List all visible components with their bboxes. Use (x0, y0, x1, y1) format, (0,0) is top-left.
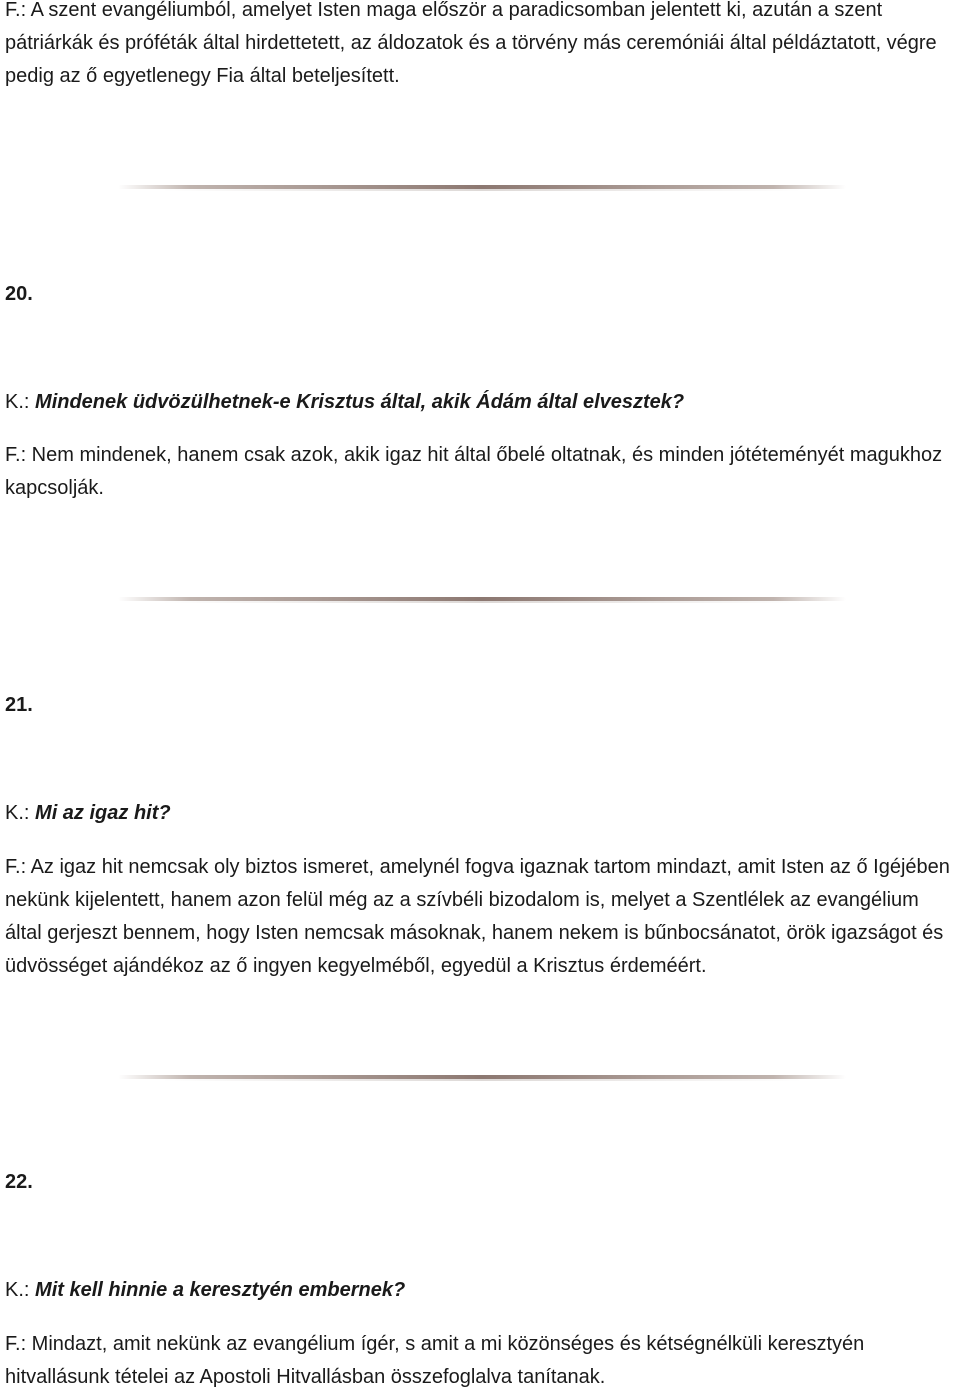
question-separator: : (23, 391, 36, 413)
section-divider (118, 1075, 846, 1079)
answer (5, 851, 950, 983)
question-number: 22. (5, 1171, 33, 1193)
question-label: K. (5, 1279, 24, 1301)
answer-label: F. (5, 444, 21, 466)
answer (5, 1328, 950, 1394)
intro-answer (5, 0, 950, 93)
answer-text: : Az igaz hit nemcsak oly biztos ismeret, amelynél fogva igaznak tartom mindazt, amit Isten az ő Igéjében nekünk kijelentett, hanem azon felül még az a szívbéli bizodalom is, melyet a Szentlélek az evangélium által gerjeszt bennem, hogy Isten nemcsak másoknak, hanem nekem is bűnbocsánatot, örök igazságot és üdvösséget ajándékoz az ő ingyen kegyelméből, egyedül a Krisztus érdeméért. (5, 856, 950, 977)
answer-label: F. (5, 0, 21, 21)
answer-text: : A szent evangéliumból, amelyet Isten maga először a paradicsomban jelentett ki, azután a szent pátriárkák és próféták által hirdettetett, az áldozatok és a törvény más ceremóniái által példáztatott, végre pedig az ő egyetlenegy Fia által beteljesített. (5, 0, 937, 87)
answer-label: F. (5, 1333, 21, 1355)
question-text: Mindenek üdvözülhetnek-e Krisztus által, akik Ádám által elvesztek? (35, 391, 685, 413)
answer-text: : Mindazt, amit nekünk az evangélium ígér, s amit a mi közönséges és kétségnélküli keresztyén hitvallásunk tételei az Apostoli Hitvallásban összefoglalva tanítanak. (5, 1333, 865, 1388)
question-number: 21. (5, 694, 33, 716)
section-divider (118, 185, 846, 189)
answer-text: : Nem mindenek, hanem csak azok, akik igaz hit által őbelé oltatnak, és minden jótéteményét magukhoz kapcsolják. (5, 444, 943, 499)
question (5, 386, 950, 419)
answer (5, 439, 950, 505)
question-label: K. (5, 391, 24, 413)
question (5, 797, 950, 830)
question-separator: : (23, 802, 36, 824)
question-label: K. (5, 802, 24, 824)
question-number: 20. (5, 283, 33, 305)
question-text: Mi az igaz hit? (35, 802, 171, 824)
question-text: Mit kell hinnie a keresztyén embernek? (35, 1279, 406, 1301)
answer-label: F. (5, 856, 21, 878)
section-divider (118, 597, 846, 601)
question-separator: : (23, 1279, 36, 1301)
question (5, 1274, 950, 1307)
